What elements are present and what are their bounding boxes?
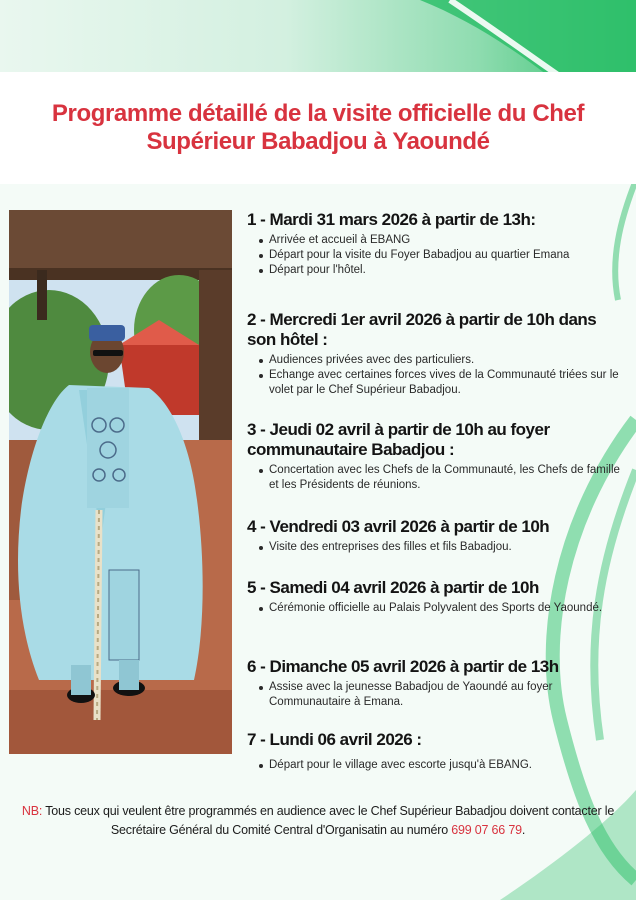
portrait-photo [9, 210, 232, 754]
day-5-heading: 5 - Samedi 04 avril 2026 à partir de 10h [247, 578, 539, 597]
day-6-heading: 6 - Dimanche 05 avril 2026 à partir de 13h [247, 657, 559, 676]
schedule-day-2 [247, 310, 629, 398]
schedule-day-6 [247, 657, 629, 710]
day-3-heading: 3 - Jeudi 02 avril à partir de 10h au foyer communautaire Babadjou : [247, 420, 550, 459]
note-label: NB: [21, 804, 43, 818]
day-3-list [247, 463, 629, 493]
day-6-item-1: Assise avec la jeunesse Babadjou de Yaoundé au foyer Communautaire à Emana. [269, 680, 629, 710]
day-2-heading: 2 - Mercredi 1er avril 2026 à partir de 10h dans son hôtel : [247, 310, 597, 349]
day-1-heading: 1 - Mardi 31 mars 2026 à partir de 13h: [247, 210, 536, 229]
schedule-day-7 [247, 730, 629, 773]
page-title: Programme détaillé de la visite officielle du Chef Supérieur Babadjou à Yaoundé [51, 100, 585, 155]
day-3-item-1: Concertation avec les Chefs de la Communauté, les Chefs de famille et les Présidents de réunions. [269, 463, 629, 493]
day-2-list [247, 353, 629, 398]
footer-note [14, 802, 622, 840]
day-6-list [247, 680, 629, 710]
day-1-list [247, 233, 629, 278]
day-5-list [247, 601, 629, 616]
day-7-list [247, 758, 629, 773]
day-4-item-1: Visite des entreprises des filles et fils Babadjou. [269, 540, 629, 555]
day-2-item-2: Echange avec certaines forces vives de la Communauté triées sur le volet par le Chef Supérieur Babadjou. [269, 368, 629, 398]
day-1-item-2: Départ pour la visite du Foyer Babadjou au quartier Emana [269, 248, 629, 263]
schedule-day-4 [247, 517, 629, 555]
note-text: Tous ceux qui veulent être programmés en audience avec le Chef Supérieur Babadjou doivent contacter le Secrétaire Général du Comité Central d'Organisatin au numéro [42, 804, 615, 837]
schedule-day-3 [247, 420, 629, 493]
day-7-item-1: Départ pour le village avec escorte jusqu'à EBANG. [269, 758, 629, 773]
schedule-day-1 [247, 210, 629, 278]
portrait-illustration [9, 210, 232, 754]
schedule-day-5 [247, 578, 629, 616]
day-4-list [247, 540, 629, 555]
day-2-item-1: Audiences privées avec des particuliers. [269, 353, 629, 368]
day-4-heading: 4 - Vendredi 03 avril 2026 à partir de 10h [247, 517, 550, 536]
note-end: . [521, 823, 526, 837]
day-1-item-1: Arrivée et accueil à EBANG [269, 233, 629, 248]
note-phone: 699 07 66 79 [451, 823, 522, 837]
day-1-item-3: Départ pour l'hôtel. [269, 263, 629, 278]
day-5-item-1: Cérémonie officielle au Palais Polyvalent des Sports de Yaoundé. [269, 601, 629, 616]
day-7-heading: 7 - Lundi 06 avril 2026 : [247, 730, 422, 749]
